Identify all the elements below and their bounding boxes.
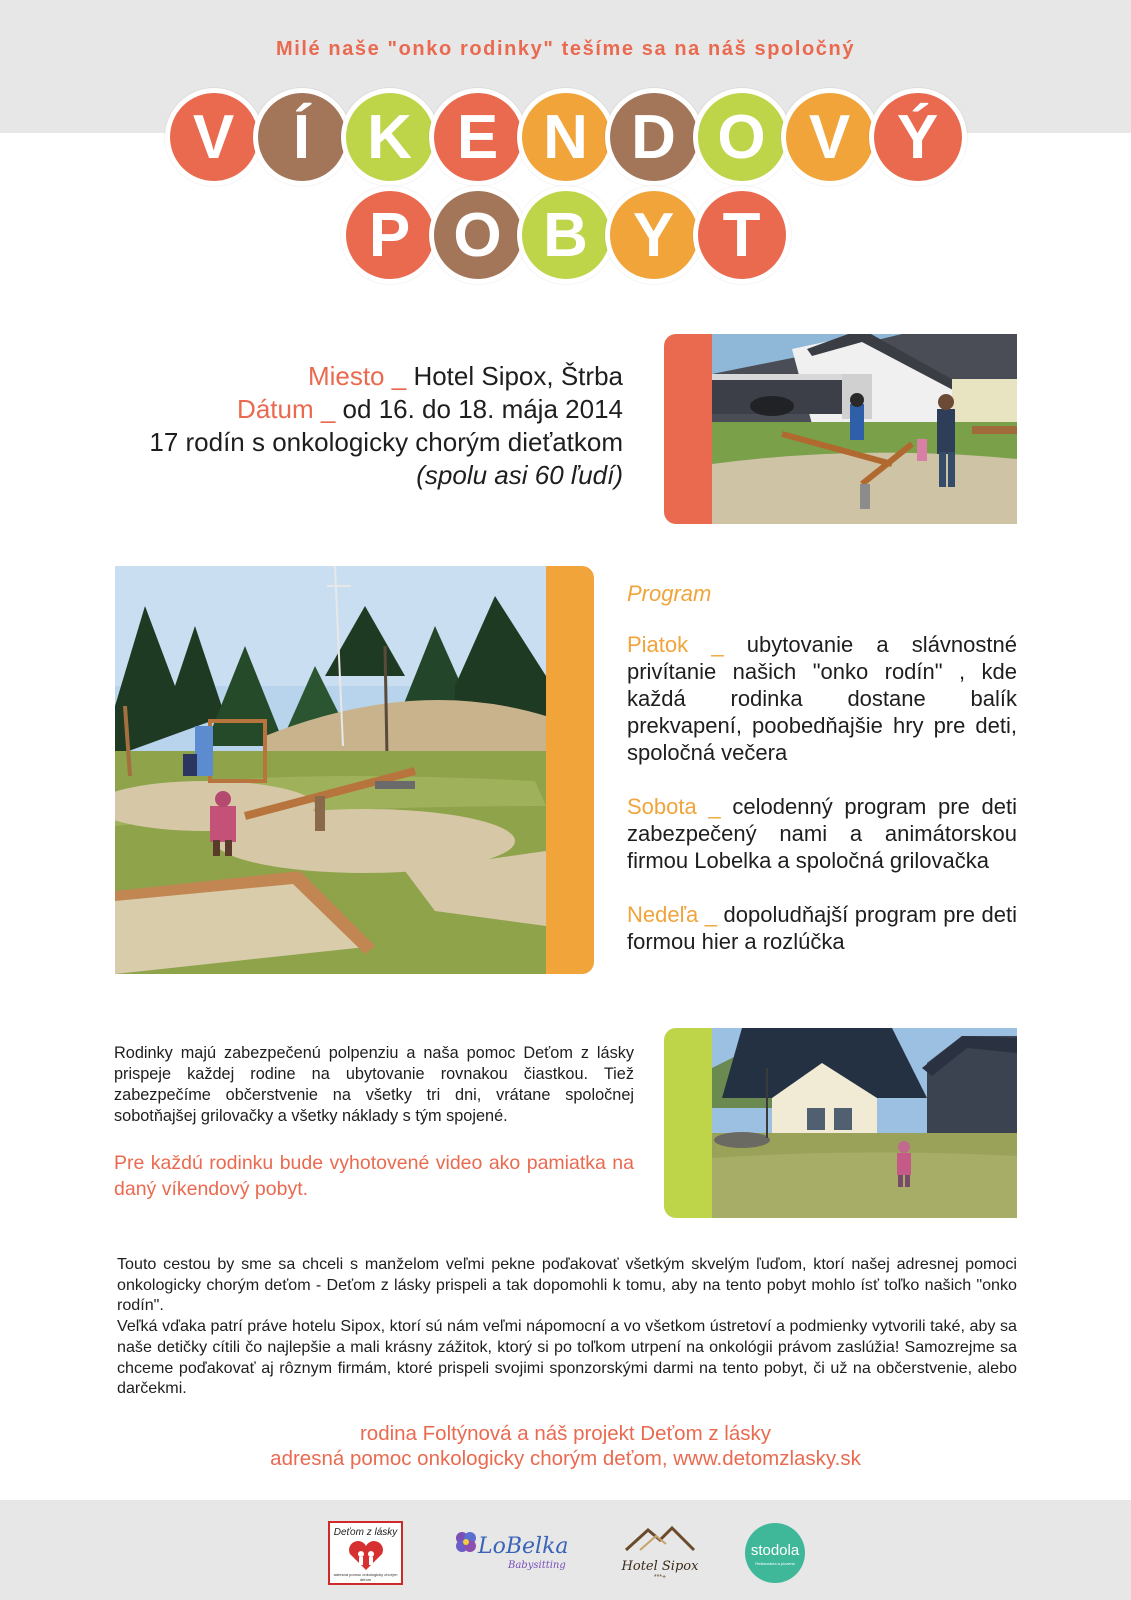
title-letter-circle: V bbox=[165, 88, 263, 186]
logo-hotel-stars: ***+ bbox=[653, 1574, 667, 1581]
logo-lobelka-name: LoBelka bbox=[478, 1534, 569, 1559]
title-letter-circle: N bbox=[517, 88, 615, 186]
place-label: Miesto _ bbox=[307, 361, 407, 391]
title-letter-circle: E bbox=[429, 88, 527, 186]
event-info bbox=[149, 360, 623, 492]
thanks-paragraph-2: Veľká vďaka patrí práve hotelu Sipox, ktorí sú nám veľmi nápomocní a vo všetkom ústretoví a podmienky vytvorili také, aby sa naše detičky cítili čo najlepšie a mali krásny zážitok, ktorý si po toľkom utrpení na onkológii právom zaslúžia! Samozrejme sa chceme poďakovať aj rôznym firmám, ktoré prispeli svojimi sponzorskými darmi na tento pobyt, či už na občerstvenie, alebo darčekmi. bbox=[117, 1317, 1017, 1398]
intro-text: Milé naše "onko rodinky" tešíme sa na náš spoločný bbox=[275, 38, 856, 60]
program-day-saturday bbox=[627, 793, 1017, 874]
title-letter-circle: P bbox=[341, 186, 439, 284]
date-value: od 16. do 18. mája 2014 bbox=[342, 394, 623, 424]
day-text: dopoludňajší program pre deti formou hier a rozlúčka bbox=[627, 902, 1018, 954]
signature-line-2: adresná pomoc onkologicky chorým deťom, www.detomzlasky.sk bbox=[270, 1447, 861, 1470]
logo-detom-name: Deťom z lásky bbox=[333, 1527, 398, 1538]
program-day-sunday bbox=[627, 901, 1017, 955]
logo-lobelka bbox=[450, 1528, 568, 1578]
title-letter-circle: Ý bbox=[869, 88, 967, 186]
title-letter-circle: K bbox=[341, 88, 439, 186]
title-letter-circle: O bbox=[429, 186, 527, 284]
event-place bbox=[149, 360, 623, 393]
title-pobyt bbox=[0, 186, 1131, 284]
logo-detom-z-lasky bbox=[328, 1521, 403, 1585]
title-vikendovy bbox=[0, 88, 1131, 186]
day-text: celodenný program pre deti zabezpečený nami a animátorskou firmou Lobelka a spoločná grilovačka bbox=[627, 794, 1017, 873]
day-name: Piatok _ bbox=[627, 632, 724, 657]
title-letter-circle: Y bbox=[605, 186, 703, 284]
day-name: Sobota _ bbox=[627, 794, 721, 819]
video-note: Pre každú rodinku bude vyhotovené video ako pamiatka na daný víkendový pobyt. bbox=[114, 1152, 634, 1200]
day-name: Nedeľa _ bbox=[627, 902, 717, 927]
logo-stodola-tagline: Reštaurácia a pizzeria bbox=[755, 1561, 795, 1566]
photo-cottages bbox=[712, 1028, 1017, 1218]
program-heading: Program bbox=[627, 581, 712, 606]
signature-line-1: rodina Foltýnová a náš projekt Deťom z lásky bbox=[359, 1422, 772, 1445]
logo-lobelka-tagline: Babysitting bbox=[508, 1560, 566, 1571]
photo-hotel-playground bbox=[712, 334, 1017, 524]
place-value: Hotel Sipox, Štrba bbox=[413, 361, 623, 391]
logo-hotel-sipox bbox=[620, 1526, 700, 1584]
day-text: ubytovanie a slávnostné privítanie našich "onko rodín" , kde každá rodinka dostane balík prekvapení, poobedňajšie hry pre deti, spoločná večera bbox=[627, 632, 1017, 765]
logo-hotel-name: Hotel Sipox bbox=[621, 1559, 699, 1574]
event-date bbox=[149, 393, 623, 426]
mountain-icon bbox=[620, 1526, 700, 1552]
title-letter-circle: Í bbox=[253, 88, 351, 186]
flower-icon bbox=[452, 1528, 480, 1556]
title-letter-circle: V bbox=[781, 88, 879, 186]
title-letter-circle: D bbox=[605, 88, 703, 186]
logo-detom-tagline: adresná pomoc onkologicky chorým deťom bbox=[333, 1572, 398, 1582]
program-day-friday bbox=[627, 631, 1017, 766]
thanks-text bbox=[117, 1254, 1017, 1399]
logo-stodola bbox=[745, 1523, 805, 1583]
logo-stodola-name: stodola bbox=[750, 1542, 800, 1559]
program-section bbox=[627, 580, 1017, 982]
title-letter-circle: O bbox=[693, 88, 791, 186]
title-letter-circle: B bbox=[517, 186, 615, 284]
event-people-note: (spolu asi 60 ľudí) bbox=[416, 460, 623, 490]
thanks-paragraph-1: Touto cestou by sme sa chceli s manželom veľmi pekne poďakovať všetkým skvelým ľuďom, ktorí našej adresnej pomoci onkologicky chorým deťom - Deťom z lásky prispeli a tak dopomohli k tomu, aby na tento pobyt mohlo ísť toľko našich "onko rodín". bbox=[117, 1255, 1017, 1315]
heart-icon bbox=[346, 1540, 386, 1572]
event-families: 17 rodín s onkologicky chorým dieťatkom bbox=[149, 427, 623, 457]
photo-playground bbox=[115, 566, 546, 974]
support-text: Rodinky majú zabezpečenú polpenziu a naša pomoc Deťom z lásky prispeje každej rodine na ubytovanie rovnakou čiastkou. Tiež zabezpečíme občerstvenie na všetky tri dni, vrátane spoločnej sobotňajšej grilovačky a všetky náklady s tým spojené. bbox=[114, 1044, 634, 1125]
title-letter-circle: T bbox=[693, 186, 791, 284]
date-label: Dátum _ bbox=[237, 394, 336, 424]
